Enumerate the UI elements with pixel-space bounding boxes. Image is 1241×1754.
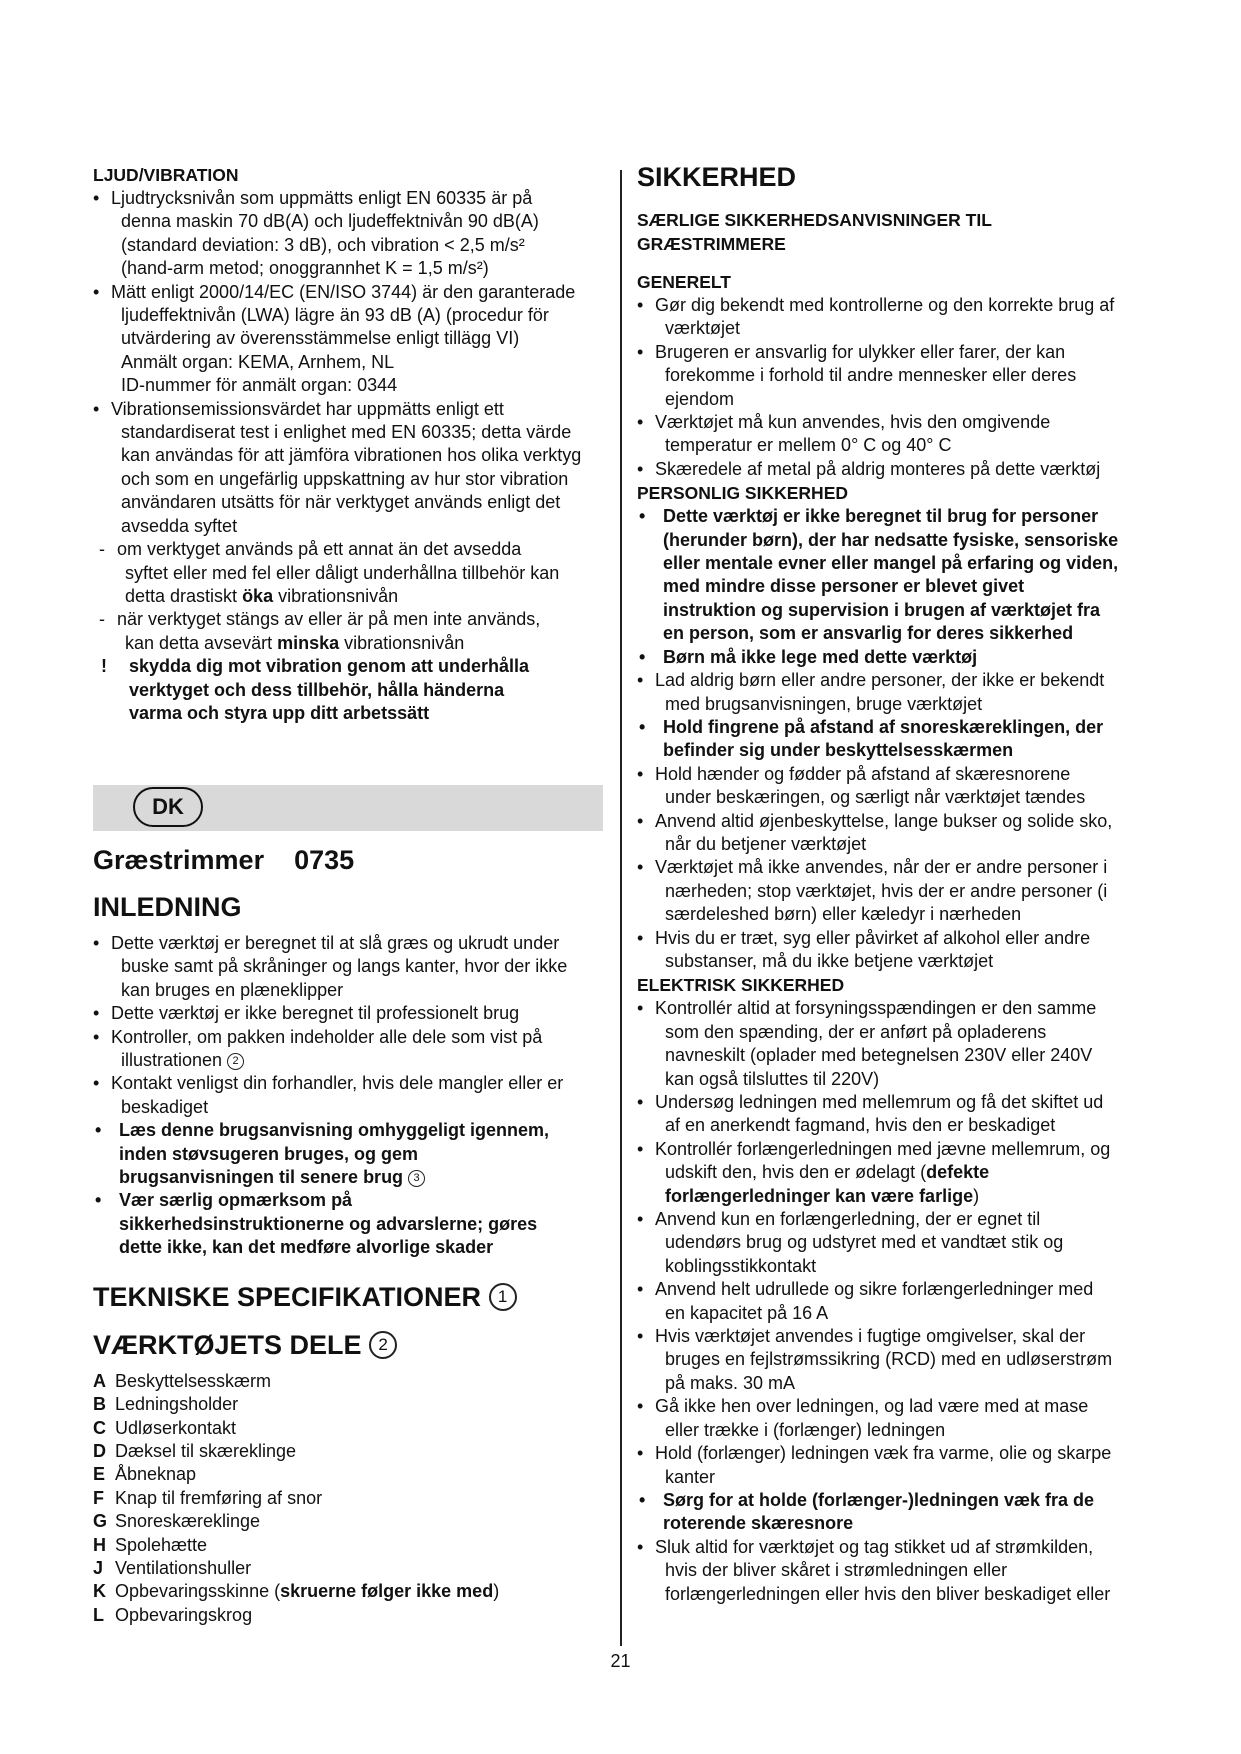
list-item: • Mätt enligt 2000/14/EC (EN/ISO 3744) är den garanterade ljudeffektnivån (LWA) lägre än 93 dB (A) (procedur för utvärdering av överensstämmelse enligt tillägg VI) Anmält organ: KEMA, Arnhem, NL ID-nummer för anmält organ: 0344 (93, 281, 603, 398)
list-item: • Vibrationsemissionsvärdet har uppmätts enligt ett standardiserat test i enlighet med EN 60335; detta värde kan användas för att jämföra vibrationen hos olika verktyg och som en ungefärlig uppskattning av hur stor vibration användaren utsätts för när verktyget används enligt det avsedda syftet (93, 398, 603, 538)
list-item: • Anvend altid øjenbeskyttelse, lange bukser og solide sko, når du betjener værktøjet (637, 810, 1157, 857)
parts-item: K Opbevaringsskinne (skruerne følger ikke med) (93, 1581, 500, 1602)
figure-ref: 1 (489, 1283, 517, 1311)
parts-item: L Opbevaringskrog (93, 1604, 253, 1625)
figure-ref: 2 (369, 1331, 397, 1359)
product-title: Græstrimmer 0735 (93, 845, 355, 875)
electrical-list (637, 997, 1157, 1606)
spec-heading: TEKNISKE SPECIFIKATIONER 1 (93, 1280, 603, 1314)
parts-item: A Beskyttelsesskærm (93, 1370, 272, 1391)
list-item: • Vær særlig opmærksom på sikkerhedsinstruktionerne og advarslerne; gøres dette ikke, kan det medføre alvorlige skader (93, 1189, 603, 1259)
parts-item: H Spolehætte (93, 1534, 208, 1555)
list-item: • Undersøg ledningen med mellemrum og få det skiftet ud af en anerkendt fagmand, hvis den er beskadiget (637, 1091, 1157, 1138)
list-item: • Sørg for at holde (forlænger-)ledningen væk fra de roterende skæresnore (637, 1489, 1157, 1536)
intro-list (93, 932, 603, 1260)
list-item: • Skæredele af metal på aldrig monteres på dette værktøj (637, 458, 1157, 481)
list-item: - när verktyget stängs av eller är på men inte används, kan detta avsevärt minska vibrationsnivån (99, 608, 603, 655)
list-item: • Kontrollér altid at forsyningsspændingen er den samme som den spænding, der er anført på opladerens navneskilt (oplader med betegnelsen 230V eller 240V kan også tilsluttes til 220V) (637, 997, 1157, 1091)
general-list (637, 294, 1157, 481)
list-item: • Lad aldrig børn eller andre personer, der ikke er bekendt med brugsanvisningen, bruge værktøjet (637, 669, 1157, 716)
parts-item: D Dæksel til skæreklinge (93, 1440, 297, 1461)
language-badge: DK (133, 787, 203, 827)
parts-item: C Udløserkontakt (93, 1417, 237, 1438)
list-item: - om verktyget används på ett annat än det avsedda syftet eller med fel eller dåligt underhållna tillbehör kan detta drastiskt öka vibrationsnivån (99, 538, 603, 608)
special-safety-heading: SÆRLIGE SIKKERHEDSANVISNINGER TIL GRÆSTRIMMERE (637, 210, 992, 254)
list-item: • Anvend kun en forlængerledning, der er egnet til udendørs brug og udstyret med et vandtæt stik og koblingsstikkontakt (637, 1208, 1157, 1278)
list-item: • Gør dig bekendt med kontrollerne og den korrekte brug af værktøjet (637, 294, 1157, 341)
page-number: 21 (610, 1651, 631, 1671)
list-item: • Gå ikke hen over ledningen, og lad være med at mase eller trække i (forlænger) ledningen (637, 1395, 1157, 1442)
list-item: • Værktøjet må kun anvendes, hvis den omgivende temperatur er mellem 0° C og 40° C (637, 411, 1157, 458)
list-item: • Hold (forlænger) ledningen væk fra varme, olie og skarpe kanter (637, 1442, 1157, 1489)
ljud-heading: LJUD/VIBRATION (93, 165, 239, 185)
parts-item: E Åbneknap (93, 1464, 197, 1485)
ljud-sublist (93, 538, 603, 655)
list-item: • Dette værktøj er ikke beregnet til brug for personer (herunder børn), der har nedsatte fysiske, sensoriske eller mentale evner eller mangel på erfaring og viden, med mindre disse personer er blevet givet instruktion og supervision i brugen af værktøjet fra en person, som er ansvarlig for deres sikkerhed (637, 505, 1157, 645)
list-item: • Kontroller, om pakken indeholder alle dele som vist på illustrationen 2 (93, 1026, 603, 1073)
left-column-dk (93, 843, 603, 1627)
parts-heading: VÆRKTØJETS DELE 2 (93, 1328, 603, 1362)
list-item: • Hvis værktøjet anvendes i fugtige omgivelser, skal der bruges en fejlstrømssikring (RCD) med en udløserstrøm på maks. 30 mA (637, 1325, 1157, 1395)
list-item: • Sluk altid for værktøjet og tag stikket ud af strømkilden, hvis der bliver skåret i strømledningen eller forlængerledningen eller hvis den bliver beskadiget eller (637, 1536, 1157, 1606)
ljud-list (93, 187, 603, 538)
general-heading: GENERELT (637, 272, 731, 292)
list-item: • Ljudtrycksnivån som uppmätts enligt EN 60335 är på denna maskin 70 dB(A) och ljudeffektnivån 90 dB(A) (standard deviation: 3 dB), och vibration < 2,5 m/s² (hand-arm metod; onoggrannhet K = 1,5 m/s²) (93, 187, 603, 281)
vibration-warning: ! skydda dig mot vibration genom att underhålla verktyget och dess tillbehör, hålla händerna varma och styra upp ditt arbetssätt (101, 656, 530, 723)
list-item: • Børn må ikke lege med dette værktøj (637, 646, 1157, 669)
list-item: • Kontakt venligst din forhandler, hvis dele mangler eller er beskadiget (93, 1072, 603, 1119)
language-bar (93, 785, 603, 831)
list-item: • Værktøjet må ikke anvendes, når der er andre personer i nærheden; stop værktøjet, hvis der er andre personer (i særdeleshed børn) eller kæledyr i nærheden (637, 856, 1157, 926)
parts-item: B Ledningsholder (93, 1394, 239, 1415)
right-column (637, 160, 1157, 1606)
safety-heading: SIKKERHED (637, 162, 797, 192)
list-item: • Dette værktøj er ikke beregnet til professionelt brug (93, 1002, 603, 1025)
figure-ref: 2 (227, 1053, 244, 1070)
parts-item: G Snoreskæreklinge (93, 1511, 261, 1532)
personal-list (637, 505, 1157, 973)
personal-heading: PERSONLIG SIKKERHED (637, 483, 848, 504)
list-item: • Hold hænder og fødder på afstand af skæresnorene under beskæringen, og særligt når værktøjet tændes (637, 763, 1157, 810)
list-item: • Hold fingrene på afstand af snoreskæreklingen, der befinder sig under beskyttelsesskærmen (637, 716, 1157, 763)
list-item: • Kontrollér forlængerledningen med jævne mellemrum, og udskift den, hvis den er ødelagt (defekte forlængerledninger kan være farlige) (637, 1138, 1157, 1208)
intro-heading: INLEDNING (93, 892, 242, 922)
parts-list (93, 1370, 603, 1627)
figure-ref: 3 (408, 1170, 425, 1187)
electrical-heading: ELEKTRISK SIKKERHED (637, 975, 845, 996)
column-divider (620, 170, 622, 1646)
left-column (93, 163, 603, 725)
parts-item: F Knap til fremføring af snor (93, 1487, 323, 1508)
list-item: • Brugeren er ansvarlig for ulykker eller farer, der kan forekomme i forhold til andre mennesker eller deres ejendom (637, 341, 1157, 411)
list-item: • Læs denne brugsanvisning omhyggeligt igennem, inden støvsugeren bruges, og gem brugsanvisningen til senere brug 3 (93, 1119, 603, 1189)
list-item: • Anvend helt udrullede og sikre forlængerledninger med en kapacitet på 16 A (637, 1278, 1157, 1325)
list-item: • Hvis du er træt, syg eller påvirket af alkohol eller andre substanser, må du ikke betjene værktøjet (637, 927, 1157, 974)
parts-item: J Ventilationshuller (93, 1557, 252, 1578)
list-item: • Dette værktøj er beregnet til at slå græs og ukrudt under buske samt på skråninger og langs kanter, hvor der ikke kan bruges en plæneklipper (93, 932, 603, 1002)
warning-mark: ! (101, 656, 107, 677)
